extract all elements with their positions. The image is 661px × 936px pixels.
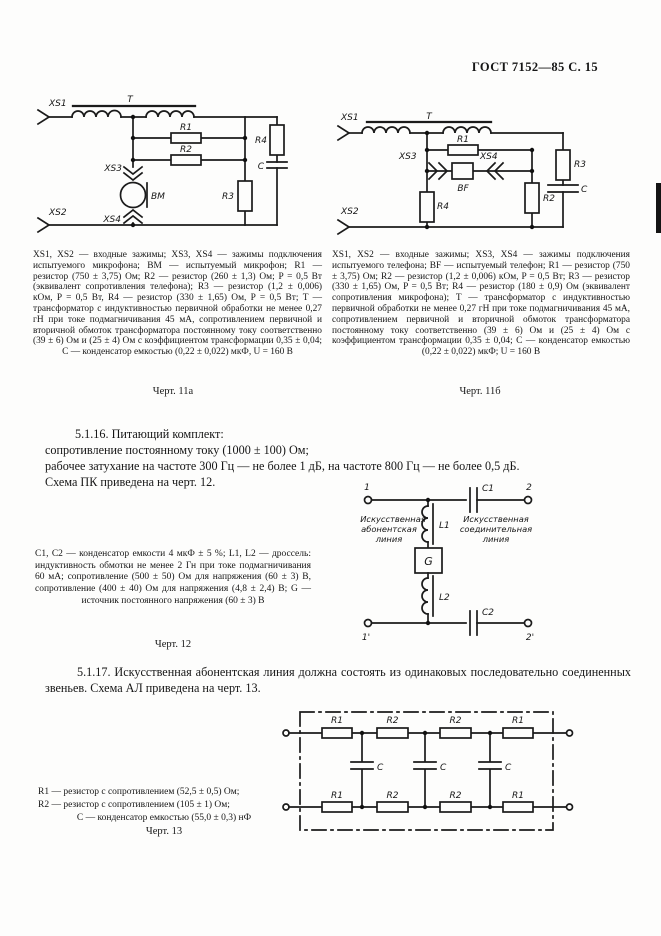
resistor-r3 — [238, 181, 252, 211]
label-c: C — [505, 763, 512, 773]
terminal-xs1-fork — [338, 126, 349, 140]
capacitor-c — [267, 162, 287, 168]
label-xs4: XS4 — [103, 215, 121, 225]
resistor-r1 — [322, 728, 352, 738]
resistor-r1 — [503, 728, 533, 738]
figure-11a-caption: Черт. 11а — [152, 386, 194, 397]
label-g: G — [424, 555, 433, 568]
resistor-r4 — [420, 192, 434, 222]
label-terminal-1: 1 — [364, 483, 370, 493]
label-bf: BF — [457, 184, 469, 194]
terminal-top-left — [283, 730, 289, 736]
terminal-top-right — [567, 730, 573, 736]
label-c: C — [581, 185, 588, 195]
resistor-r1 — [322, 802, 352, 812]
figure-11a-legend: XS1, XS2 — входные зажимы; XS3, XS4 — зажимы подключения испытуемого микрофона; BM — испытуемый микрофон; R1 — резистор (750 ± 3,75) Ом; R2 — резистор (260 ± 1,3) Ом; P = 0,5 Вт (эквивалент сопротивления телефона); R3 — резистор (1,2 ± 0,006) кОм, P = 0,5 Вт, R4 — резистор (330 ± 1,65) Ом, P = 0,5 Вт; T — трансформатор с индуктивностью первичной обработки не менее 0,27 гН при токе подмагничивания 45 мА, сопротивлением первичной и вторичной обмоток трансформатора постоянному току соответственно (39 ± 6) Ом и (25 ± 4) Ом с коэффициентом трансформации 0,35 ± 0,04; C — конденсатор емкостью (0,22 ± 0,022) мкФ, U = 160 В — [33, 250, 322, 358]
capacitor-c2 — [470, 611, 477, 635]
label-r1: R1 — [512, 791, 524, 801]
label-t: T — [127, 95, 133, 105]
label-subscriber-line-1: Искусственная — [360, 514, 426, 524]
label-r4: R4 — [437, 202, 449, 212]
inductor-l1-coil — [422, 506, 428, 542]
terminal-2-prime — [525, 620, 532, 627]
label-subscriber-line-3: линия — [375, 534, 403, 544]
label-r3: R3 — [574, 160, 586, 170]
figure-12-legend: C1, C2 — конденсатор емкости 4 мкФ ± 5 %; L1, L2 — дроссель: индуктивность обмотки не менее 2 Гн при токе подмагничивания 60 мА; сопротивление (500 ± 50) Ом для напряжения (60 ± 3) В, сопротивление (400 ± 40) Ом для напряжения (4,8 ± 2,4) В; G — источник постоянного напряжения (60 ± 3) В — [35, 549, 311, 606]
terminal-xs1-fork — [38, 110, 49, 124]
label-connecting-line-2: соединительная — [459, 524, 533, 534]
paragraph-line: 5.1.16. Питающий комплект: — [75, 427, 224, 441]
label-r4: R4 — [255, 136, 267, 146]
label-xs3: XS3 — [104, 164, 122, 174]
resistor-r1 — [448, 145, 478, 155]
connector-xs4-chevron-icon — [124, 210, 142, 223]
figure-11b-caption: Черт. 11б — [459, 386, 501, 397]
transformer-winding-right — [146, 111, 194, 117]
circuit-diagram-12 — [315, 482, 625, 657]
label-c: C — [257, 162, 264, 172]
paragraph-line: рабочее затухание на частоте 300 Гц — не более 1 дБ, на частоте 800 Гц — не более 0,5 дБ. — [45, 459, 520, 473]
legend-line: R2 — резистор с сопротивлением (105 ± 1) Ом; — [38, 800, 230, 810]
resistor-r2 — [440, 802, 471, 812]
terminal-2 — [525, 497, 532, 504]
resistor-r2 — [525, 183, 539, 213]
circuit-diagram-11b — [333, 93, 623, 243]
label-xs1: XS1 — [49, 99, 67, 109]
legend-line: R1 — резистор с сопротивлением (52,5 ± 0,5) Ом; — [38, 787, 240, 797]
telephone-bf-symbol — [452, 163, 473, 179]
figure-13-legend — [38, 786, 290, 825]
label-l1: L1 — [439, 521, 450, 531]
label-r2: R2 — [449, 716, 462, 726]
paragraph-line: Схема ПК приведена на черт. 12. — [45, 475, 216, 489]
capacitor-c — [548, 185, 578, 192]
label-xs3: XS3 — [399, 152, 417, 162]
resistor-r2 — [171, 155, 201, 165]
scan-edge-artifact — [656, 183, 661, 233]
resistor-r2 — [377, 728, 408, 738]
label-terminal-2: 2 — [526, 483, 532, 493]
resistor-r3 — [556, 150, 570, 180]
connector-xs3-chevron-icon — [124, 167, 142, 180]
label-r1: R1 — [512, 716, 524, 726]
label-xs2: XS2 — [341, 207, 359, 217]
resistor-r2 — [440, 728, 471, 738]
junction-dots — [425, 131, 534, 229]
paragraph-line: сопротивление постоянному току (1000 ± 100) Ом; — [45, 443, 309, 457]
label-c: C — [440, 763, 447, 773]
label-r2: R2 — [449, 791, 462, 801]
transformer-winding-right — [443, 127, 491, 133]
label-xs4: XS4 — [480, 152, 498, 162]
inductor-l2-coil — [422, 578, 428, 614]
label-terminal-1-prime: 1' — [361, 633, 371, 643]
capacitor-c1 — [470, 488, 477, 512]
paragraph-5-1-17: 5.1.17. Искусственная абонентская линия должна состоять из одинаковых последовательно соединенных звеньев. Схема АЛ приведена на черт. 13. — [45, 665, 631, 695]
resistor-r1 — [171, 133, 201, 143]
circuit-diagram-13 — [283, 703, 623, 843]
terminal-xs2-fork — [338, 220, 349, 234]
resistor-r2 — [377, 802, 408, 812]
terminal-xs2-fork — [38, 218, 49, 232]
label-l2: L2 — [439, 593, 450, 603]
label-r2: R2 — [386, 791, 399, 801]
figure-12-caption: Черт. 12 — [154, 639, 192, 650]
transformer-winding-left — [72, 111, 121, 118]
terminal-1 — [365, 497, 372, 504]
label-xs2: XS2 — [49, 208, 67, 218]
page-header: ГОСТ 7152—85 С. 15 — [471, 60, 598, 74]
label-t: T — [426, 112, 432, 122]
transformer-winding-left — [362, 127, 410, 133]
label-connecting-line-3: линия — [482, 534, 510, 544]
label-r2: R2 — [386, 716, 399, 726]
label-r1: R1 — [331, 791, 343, 801]
label-subscriber-line-2: абонентская — [361, 524, 417, 534]
label-connecting-line-1: Искусственная — [463, 514, 529, 524]
label-bm: BM — [151, 192, 165, 202]
terminal-bottom-right — [567, 804, 573, 810]
label-c2: C2 — [482, 608, 495, 618]
label-r2: R2 — [180, 145, 192, 155]
label-r1: R1 — [180, 123, 192, 133]
label-r3: R3 — [222, 192, 234, 202]
label-terminal-2-prime: 2' — [525, 633, 535, 643]
label-c1: C1 — [482, 484, 495, 494]
resistor-r4 — [270, 125, 284, 155]
label-r2: R2 — [543, 194, 555, 204]
figure-13-caption: Черт. 13 — [145, 826, 183, 837]
terminal-1-prime — [365, 620, 372, 627]
paragraph-5-1-16 — [45, 426, 631, 490]
figure-11b-legend: XS1, XS2 — входные зажимы; XS3, XS4 — зажимы подключения испытуемого телефона; BF — испытуемый телефон; R1 — резистор (750 ± 3,75) Ом; R2 — резистор (1,2 ± 0,006) кОм, P = 0,5 Вт; R3 — резистор (330 ± 1,65) Ом, P = 0,5 Вт; R4 — резистор (180 ± 0,9) Ом (эквивалент сопротивления микрофона); T — трансформатор с индуктивностью первичной обработки не менее 0,27 гН при токе подмагничивания 45 мА, сопротивлением первичной и вторичной обмоток трансформатора постоянному току соответственно (39 ± 6) Ом и (25 ± 4) Ом с коэффициентом трансформации 0,35 ± 0,04; C — конденсатор емкостью (0,22 ± 0,022) мкФ; U = 160 В — [332, 250, 630, 358]
microphone-bm-symbol — [121, 183, 146, 208]
label-r1: R1 — [331, 716, 343, 726]
label-xs1: XS1 — [341, 113, 359, 123]
label-c: C — [377, 763, 384, 773]
resistor-r1 — [503, 802, 533, 812]
legend-line: C — конденсатор емкостью (55,0 ± 0,3) нФ — [76, 813, 252, 823]
circuit-diagram-11a — [33, 93, 313, 243]
label-r1: R1 — [457, 135, 469, 145]
